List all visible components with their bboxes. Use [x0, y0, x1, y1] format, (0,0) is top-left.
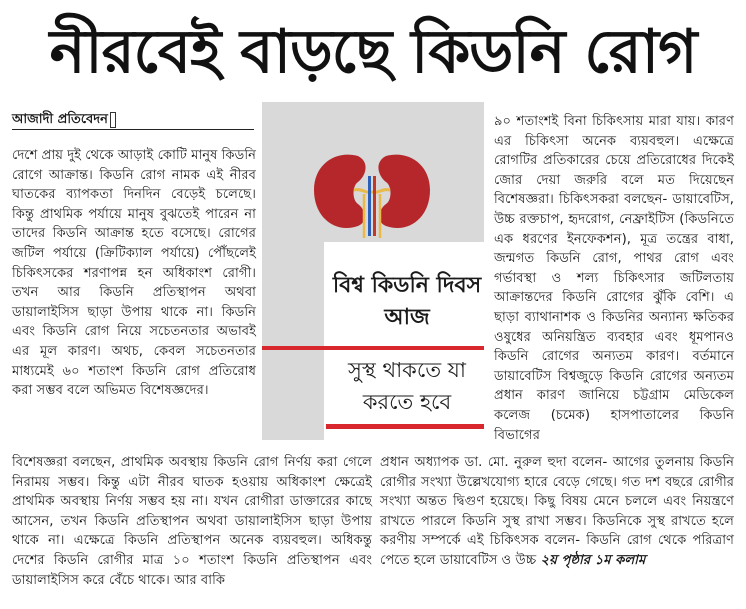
box-image-area: [262, 102, 484, 242]
bottom-left-text: বিশেষজ্ঞরা বলছেন, প্রাথমিক অবস্থায় কিডনি রোগ নির্ণয় করা গেলে নিরাময় সম্ভব। কিন্তু এটা নীরব ঘাতক হওয়ায় অধিকাংশ ক্ষেত্রেই প্রাথমিক অবস্থায় নির্ণয় সম্ভব হয় না। যখন রোগীরা ডাক্তারের কাছে আসেন, তখন কিডনি প্রতিস্থাপন অথবা ডায়ালাইসিস ছাড়া উপায় থাকে না। এক্ষেত্রে কিডনি প্রতিস্থাপন অনেক ব্যয়বহুল। অধিকন্তু দেশের কিডনি রোগীর মাত্র ১০ শতাংশ কিডনি প্রতিস্থাপন এবং ডায়ালাইসিস করে বেঁচে থাকে। আর বাকি: [12, 455, 372, 588]
byline-rule: [12, 129, 254, 130]
bottom-right-text: [380, 453, 734, 571]
box-bottom-rule: [326, 424, 422, 429]
box-bottom-rule-right: [422, 424, 484, 429]
headline: নীরবেই বাড়ছে কিডনি রোগ: [49, 17, 697, 87]
right-column: [494, 112, 734, 445]
bottom-right-text-block: [380, 453, 734, 571]
bottom-right-body: প্রধান অধ্যাপক ডা. মো. নুরুল হুদা বলেন- আগের তুলনায় কিডনি রোগীর সংখ্যা উল্লেখযোগ্য হারে বেড়ে গেছে। গত দশ বছরে রোগীর সংখ্যা অন্তত দ্বিগুণ হয়েছে। কিছু বিষয় মেনে চললে এবং নিয়ন্ত্রণে রাখতে পারলে কিডনি সুস্থ রাখা সম্ভব। কিডনিকে সুস্থ রাখতে হলে করণীয় সম্পর্কে এই চিকিৎসক বলেন- কিডনি রোগ থেকে পরিত্রাণ পেতে হলে ডায়াবেটিস ও উচ্চ: [380, 455, 734, 568]
box-side-panel: [262, 242, 324, 440]
feature-box: [262, 102, 484, 440]
bottom-left-text-block: [12, 453, 372, 590]
byline-mark: [110, 112, 116, 128]
jump-line[interactable]: ২য় পৃষ্ঠার ১ম কলাম: [540, 552, 646, 568]
left-column-text: দেশে প্রায় দুই থেকে আড়াই কোটি মানুষ কিডনি রোগে আক্রান্ত। কিডনি রোগ নামক এই নীরব ঘাতকের ব্যাপকতা দিনদিন বেড়েই চলেছে। কিন্তু প্রাথমিক পর্যায়ে মানুষ বুঝতেই পারেন না তাদের কিডনি আক্রান্ত হতে বসেছে। রোগের জটিল পর্যায়ে (ক্রিটিক্যাল পর্যায়ে) পৌঁছলেই চিকিৎসকের শরণাপন্ন হন অধিকাংশ রোগী। তখন আর কিডনি প্রতিস্থাপন অথবা ডায়ালাইসিস ছাড়া উপায় থাকে না। কিডনি এবং কিডনি রোগ নিয়ে সচেতনতার অভাবই এর মূল কারণ। অথচ, কেবল সচেতনতার মাধ্যমেই ৬০ শতাংশ কিডনি রোগ প্রতিরোধ করা সম্ভব বলে অভিমত বিশেষজ্ঞদের।: [12, 148, 256, 399]
byline-text: আজাদী প্রতিবেদন: [12, 112, 108, 127]
right-column-text: ৯০ শতাংশই বিনা চিকিৎসায় মারা যায়। কারণ এর চিকিৎসা অনেক ব্যয়বহুল। এক্ষেত্রে রোগটির প্রতিকারের চেয়ে প্রতিরোধের দিকেই জোর দেয়া জরুরি বলে মত দিয়েছেন বিশেষজ্ঞরা। চিকিৎসকরা বলছেন- ডায়াবেটিস, উচ্চ রক্তচাপ, হৃদরোগ, নেফ্রাইটিস (কিডনিতে এক ধরণের ইনফেকশন), মূত্র তন্ত্রের বাধা, জন্মগত কিডনি রোগ, পাথর রোগ এবং গর্ভাবস্থা ও শল্য চিকিৎসার জটিলতায় আক্রান্তদের কিডনি রোগের ঝুঁকি বেশি। এ ছাড়া ব্যাথানাশক ও কিডনির অন্যান্য ক্ষতিকর ওষুধের অনিয়ন্ত্রিত ব্যবহার এবং ধূমপানও কিডনি রোগের অন্যতম কারণ। বর্তমানে ডায়াবেটিস বিশ্বজুড়ে কিডনি রোগের অন্যতম প্রধান কারণ জানিয়ে চট্টগ্রাম মেডিকেল কলেজ (চমেক) হাসপাতালের কিডনি বিভাগের: [494, 114, 734, 443]
left-column: [12, 146, 256, 401]
byline: [12, 110, 116, 131]
box-title: বিশ্ব কিডনি দিবস আজ: [332, 273, 482, 330]
kidney-icon: [306, 146, 438, 238]
box-divider: [262, 346, 484, 350]
box-subtitle: সুস্থ থাকতে যা করতে হবে: [348, 358, 466, 414]
